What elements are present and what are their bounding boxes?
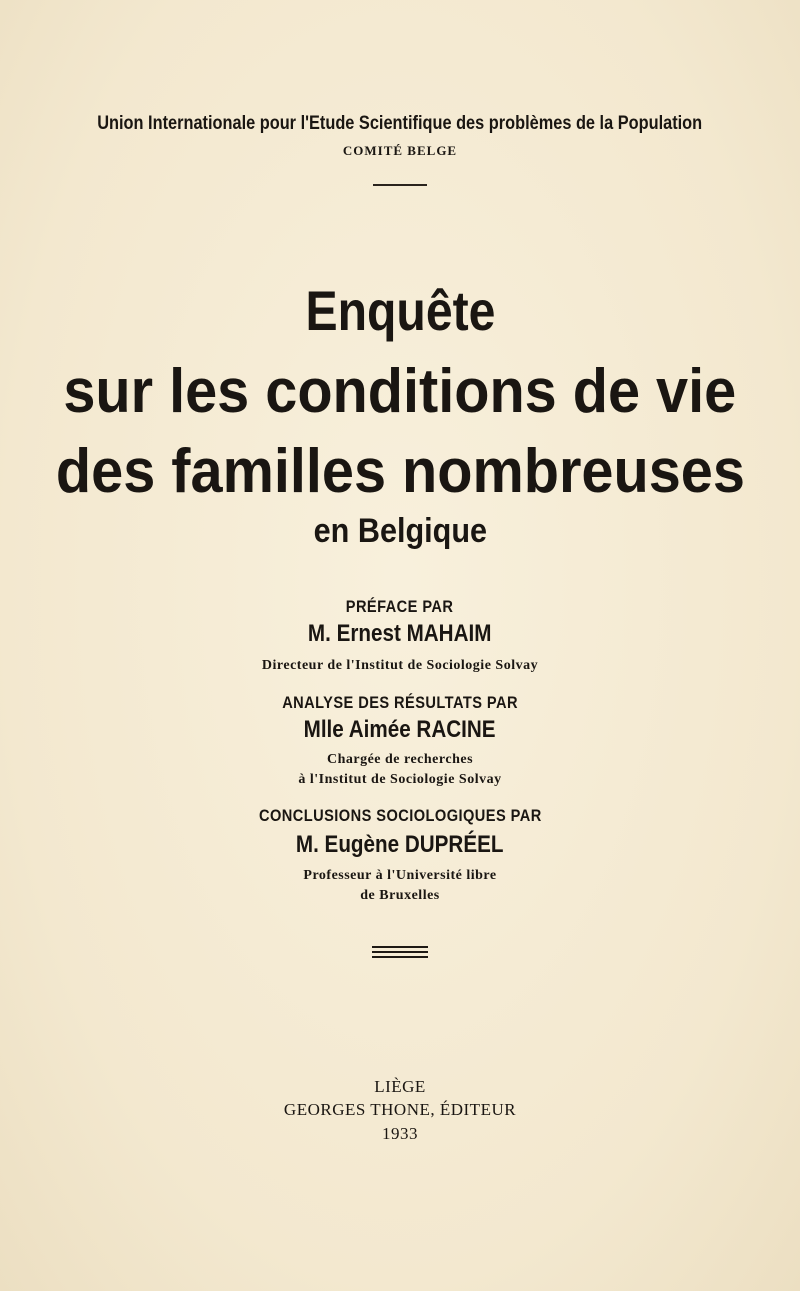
- title-line-4-wrap: [0, 512, 800, 551]
- preface-label-wrap: [0, 597, 800, 617]
- conclusions-name: M. Eugène DUPRÉEL: [296, 831, 504, 858]
- header-divider: [373, 184, 427, 186]
- conclusions-name-wrap: [0, 831, 800, 859]
- analysis-label-wrap: [0, 693, 800, 713]
- preface-name-wrap: [0, 620, 800, 648]
- preface-name: M. Ernest MAHAIM: [308, 620, 492, 647]
- header-committee: COMITÉ BELGE: [342, 143, 458, 158]
- ornament-rule-2: [372, 951, 428, 953]
- header-organization-line: [0, 113, 800, 135]
- title-line-2-wrap: [0, 356, 800, 427]
- title-line-2: sur les conditions de vie: [63, 357, 737, 426]
- analysis-affiliation-1: Chargée de recherches: [326, 752, 474, 767]
- ornament-rule-1: [372, 946, 428, 948]
- preface-affiliation: Directeur de l'Institut de Sociologie Solvay: [261, 658, 539, 673]
- conclusions-affiliation-1: Professeur à l'Université libre: [303, 868, 497, 883]
- conclusions-label-wrap: [0, 806, 800, 826]
- header-organization: Union Internationale pour l'Etude Scientifique des problèmes de la Population: [97, 113, 703, 134]
- conclusions-affiliation-2: de Bruxelles: [360, 888, 440, 903]
- analysis-name-wrap: [0, 716, 800, 744]
- title-line-4: en Belgique: [313, 512, 487, 550]
- conclusions-label: CONCLUSIONS SOCIOLOGIQUES PAR: [258, 806, 542, 825]
- analysis-label: ANALYSE DES RÉSULTATS PAR: [282, 693, 518, 712]
- preface-label: PRÉFACE PAR: [346, 597, 454, 616]
- title-line-1: Enquête: [304, 279, 495, 342]
- publisher-name: GEORGES THONE, ÉDITEUR: [283, 1100, 517, 1119]
- title-line-1-wrap: [0, 278, 800, 343]
- analysis-name: Mlle Aimée RACINE: [304, 716, 496, 743]
- publisher-city: LIÈGE: [374, 1077, 426, 1096]
- analysis-affiliation-2: à l'Institut de Sociologie Solvay: [298, 772, 502, 787]
- title-line-3: des familles nombreuses: [55, 437, 745, 506]
- ornament-rule-3: [372, 956, 428, 958]
- publication-year: 1933: [382, 1124, 418, 1143]
- title-line-3-wrap: [0, 436, 800, 507]
